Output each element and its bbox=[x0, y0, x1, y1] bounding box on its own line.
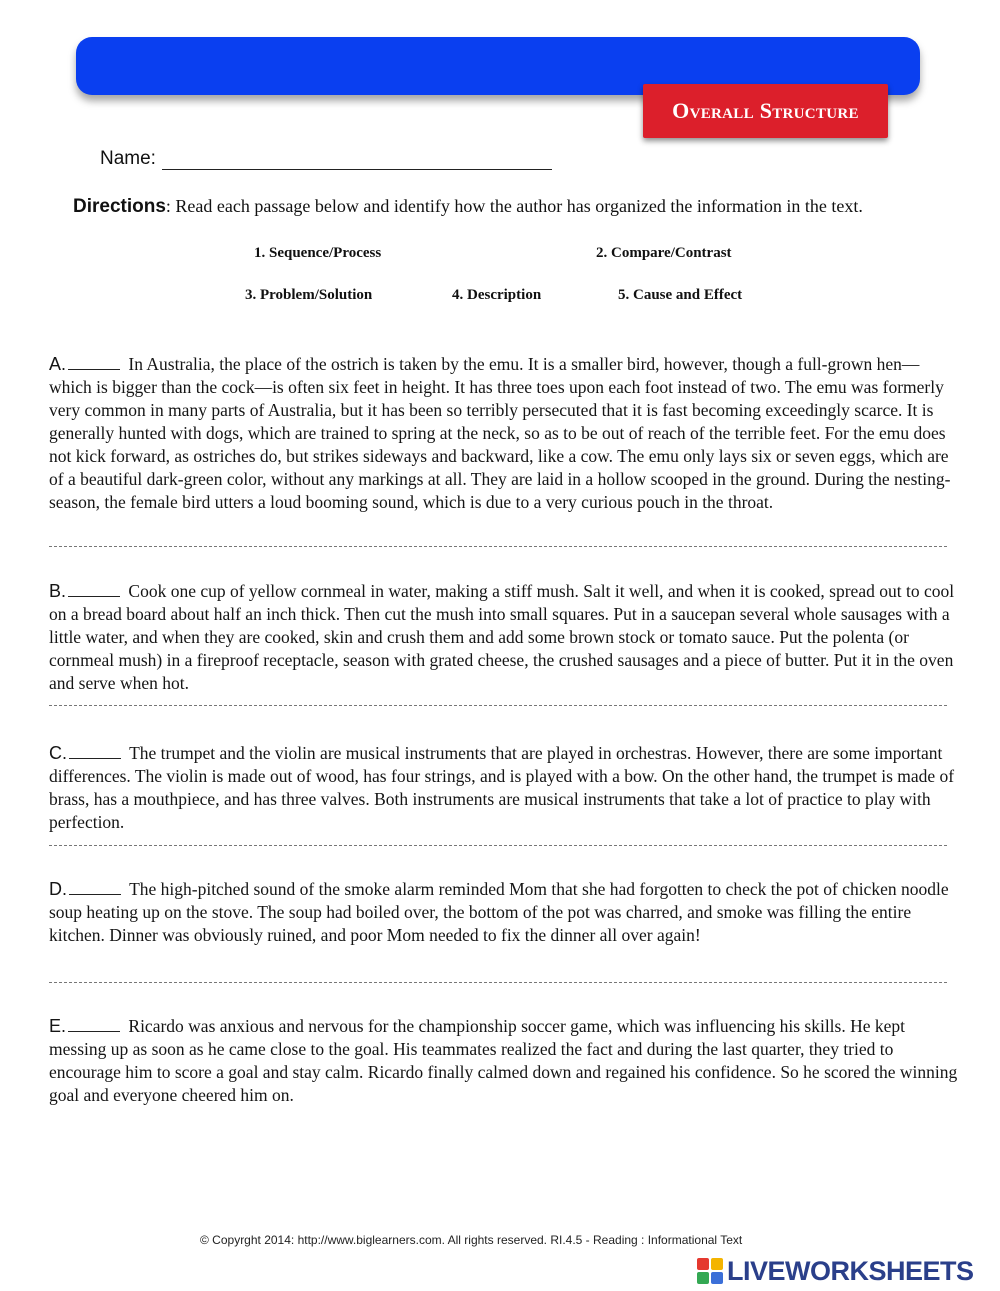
answer-blank-d[interactable] bbox=[69, 879, 121, 895]
passage-letter: C. bbox=[49, 743, 67, 763]
passage-c bbox=[49, 742, 959, 834]
divider bbox=[49, 705, 947, 706]
worksheet-title-badge: Overall Structure bbox=[643, 84, 888, 138]
copyright-footer: © Copyrght 2014: http://www.biglearners.com. All rights reserved. RI.4.5 - Reading : Informational Text bbox=[200, 1233, 743, 1247]
answer-blank-c[interactable] bbox=[69, 743, 121, 759]
passage-text: The high-pitched sound of the smoke alarm reminded Mom that she had forgotten to check the pot of chicken noodle soup heating up on the stove. The soup had boiled over, the bottom of the pot was charred, and smoke was filling the entire kitchen. Dinner was obviously ruined, and poor Mom needed to fix the dinner all over again! bbox=[49, 879, 949, 945]
option-cause-effect: 5. Cause and Effect bbox=[618, 287, 743, 303]
divider bbox=[49, 546, 947, 547]
option-problem-solution: 3. Problem/Solution bbox=[245, 287, 373, 303]
logo-text: LIVEWORKSHEETS bbox=[727, 1255, 974, 1286]
passage-text: In Australia, the place of the ostrich is taken by the emu. It is a smaller bird, however, though a full-grown hen—which is bigger than the cock—is often six feet in height. It has three toes upon each foot instead of two. The emu was formerly very common in many parts of Australia, but it has been so terribly persecuted that it is fast becoming exceedingly scarce. It is generally hunted with dogs, which are trained to spring at the neck, so as to be out of reach of the terrible feet. For the emu does not kick forward, as ostriches do, but strikes sideways and backward, like a cow. The emu only lays six or seven eggs, which are of a beautiful dark-green color, without any markings at all. They are laid in a hollow scooped in the ground. During the nesting-season, the female bird utters a loud booming sound, which is due to a very curious pouch in the throat. bbox=[49, 354, 951, 512]
name-row bbox=[100, 142, 560, 170]
name-label: Name: bbox=[100, 148, 156, 169]
divider bbox=[49, 845, 947, 846]
passage-letter: D. bbox=[49, 879, 67, 899]
answer-blank-e[interactable] bbox=[68, 1016, 120, 1032]
passage-letter: A. bbox=[49, 354, 67, 374]
passage-text: Cook one cup of yellow cornmeal in water, making a stiff mush. Salt it well, and when it is cooked, spread out to cool on a bread board about half an inch thick. Then cut the mush into small squares. Put in a saucepan several whole sausages with a little water, and when they are cooked, skin and crush them and add some brown stock or tomato sauce. Put the polenta (or cornmeal mush) in a fireproof receptacle, season with grated cheese, the crushed sausages and a piece of butter. Put it in the oven and serve when hot. bbox=[49, 581, 955, 693]
passage-text: Ricardo was anxious and nervous for the championship soccer game, which was influencing his skills. He kept messing up as soon as he came close to the goal. His teammates realized the fact and during the last quarter, they tried to encourage him to score a goal and stay calm. Ricardo finally calmed down and regained his confidence. So he scored the winning goal and everyone cheered him on. bbox=[49, 1016, 958, 1105]
passage-letter: E. bbox=[49, 1016, 67, 1036]
liveworksheets-logo-icon bbox=[697, 1258, 723, 1284]
divider bbox=[49, 982, 947, 983]
passage-e bbox=[49, 1015, 959, 1107]
passage-text: The trumpet and the violin are musical instruments that are played in orchestras. However, there are some important differences. The violin is made out of wood, has four strings, and is played with a bow. On the other hand, the trumpet is made of brass, has a mouthpiece, and has three valves. Both instruments are musical instruments that take a lot of practice to play with perfection. bbox=[49, 743, 955, 832]
directions-label: Directions bbox=[73, 196, 166, 217]
name-input-line[interactable] bbox=[162, 149, 552, 170]
passage-a bbox=[49, 353, 959, 514]
passage-letter: B. bbox=[49, 581, 67, 601]
passage-b bbox=[49, 580, 959, 695]
answer-blank-a[interactable] bbox=[68, 354, 120, 370]
option-compare-contrast: 2. Compare/Contrast bbox=[596, 245, 732, 261]
directions-text: : Read each passage below and identify how the author has organized the information in the text. bbox=[165, 196, 863, 216]
answer-blank-b[interactable] bbox=[68, 581, 120, 597]
directions bbox=[73, 196, 973, 218]
passage-d bbox=[49, 878, 959, 947]
liveworksheets-logo bbox=[697, 1254, 974, 1288]
option-sequence-process: 1. Sequence/Process bbox=[254, 245, 382, 261]
option-description: 4. Description bbox=[452, 287, 542, 303]
